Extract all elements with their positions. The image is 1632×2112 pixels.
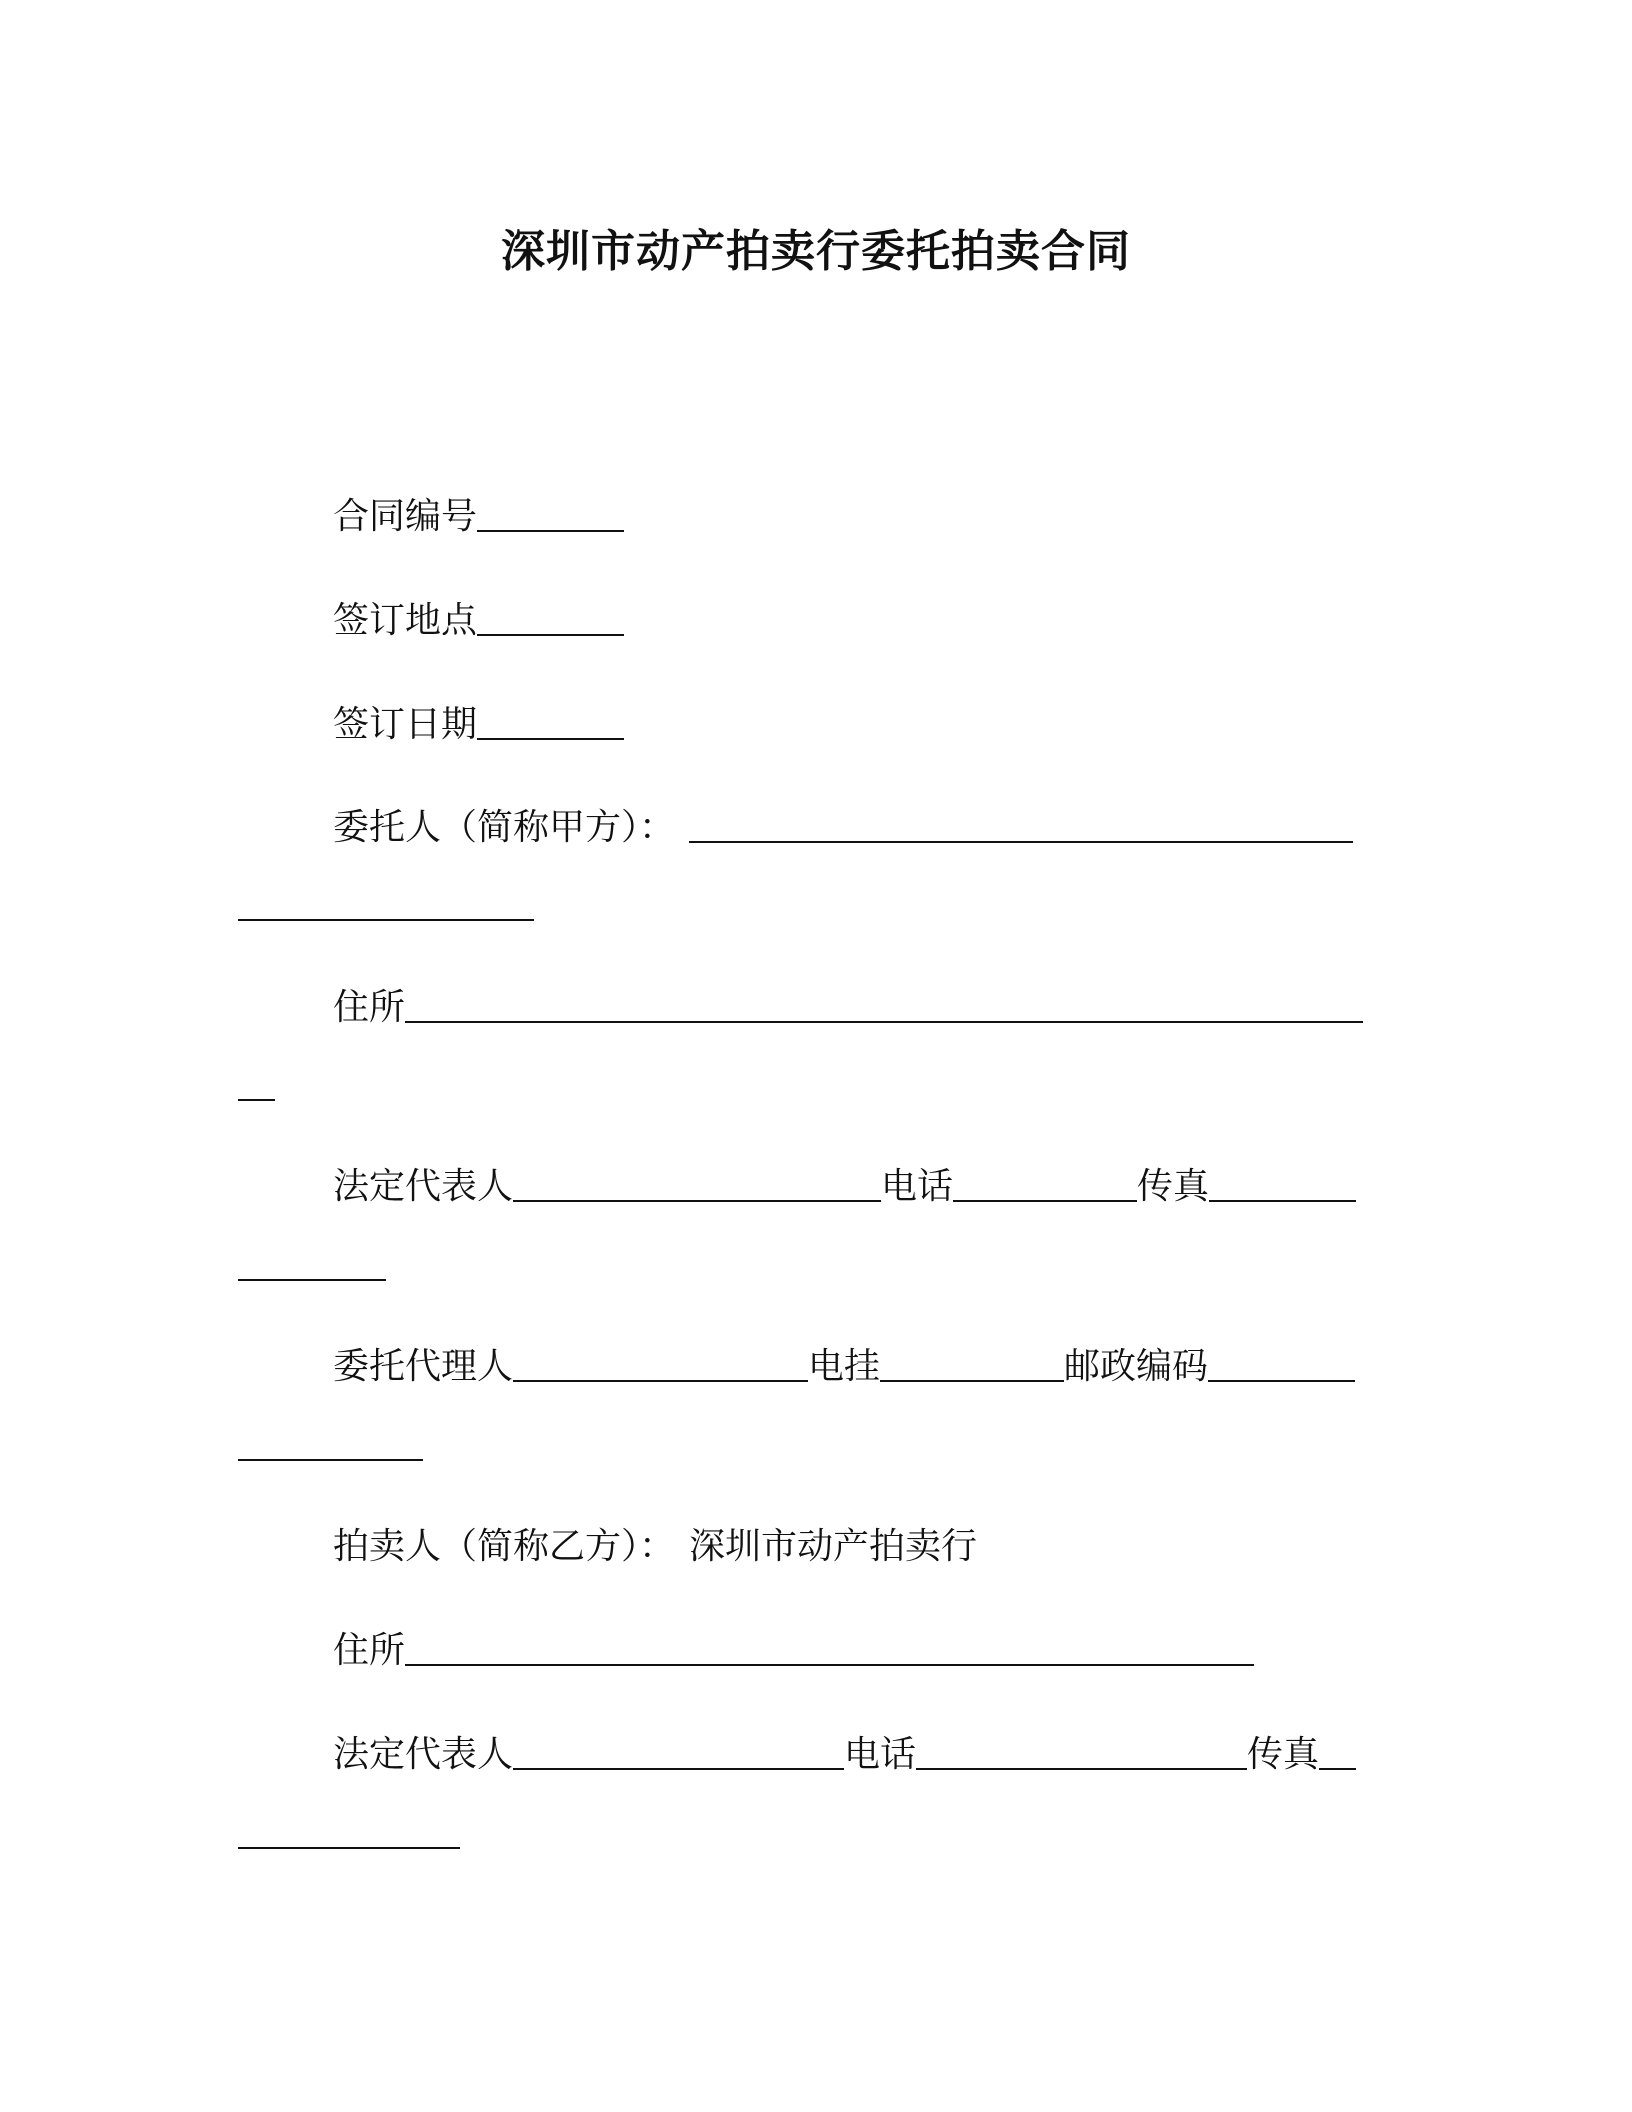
party-a-address-label: 住所 — [333, 987, 406, 1028]
document-title: 深圳市动产拍卖行委托拍卖合同 — [501, 226, 1131, 277]
contract-no-field[interactable] — [477, 530, 624, 532]
party-a-agent-row — [333, 1342, 1355, 1392]
party-a-row — [333, 803, 1353, 853]
party-a-phone-label: 电话 — [881, 1166, 954, 1207]
party-a-fax-field-continued[interactable] — [238, 1279, 386, 1281]
party-b-label: 拍卖人（简称乙方）： — [333, 1526, 676, 1567]
sign-place-label: 签订地点 — [333, 600, 478, 641]
party-a-phone-field[interactable] — [953, 1200, 1137, 1202]
party-b-legal-rep-row — [333, 1730, 1356, 1780]
sign-place-row — [333, 596, 624, 646]
sign-date-field[interactable] — [477, 738, 624, 740]
contract-no-row — [333, 492, 624, 542]
party-a-agent-label: 委托代理人 — [333, 1346, 514, 1387]
party-a-fax-label: 传真 — [1137, 1166, 1210, 1207]
party-a-address-field-continued[interactable] — [238, 1099, 275, 1101]
party-a-cable-field[interactable] — [880, 1380, 1064, 1382]
party-b-legal-rep-label: 法定代表人 — [333, 1734, 514, 1775]
party-a-agent-field[interactable] — [513, 1380, 808, 1382]
party-a-label: 委托人（简称甲方）： — [333, 807, 676, 848]
party-b-fax-field[interactable] — [1319, 1768, 1356, 1770]
party-b-phone-label: 电话 — [844, 1734, 917, 1775]
party-b-row — [333, 1522, 977, 1572]
party-a-legal-rep-label: 法定代表人 — [333, 1166, 514, 1207]
sign-date-row — [333, 700, 624, 750]
party-a-address-row — [333, 983, 1363, 1033]
party-a-postcode-field-continued[interactable] — [238, 1459, 423, 1461]
party-b-fax-field-continued[interactable] — [238, 1847, 460, 1849]
party-b-name: 深圳市动产拍卖行 — [689, 1526, 978, 1567]
party-a-legal-rep-field[interactable] — [513, 1200, 881, 1202]
party-a-postcode-label: 邮政编码 — [1064, 1346, 1209, 1387]
party-b-fax-label: 传真 — [1247, 1734, 1320, 1775]
party-a-legal-rep-row — [333, 1162, 1356, 1212]
party-a-name-field[interactable] — [689, 841, 1353, 843]
sign-date-label: 签订日期 — [333, 704, 478, 745]
party-b-phone-field[interactable] — [916, 1768, 1247, 1770]
party-a-fax-field[interactable] — [1209, 1200, 1356, 1202]
party-a-name-field-continued[interactable] — [238, 919, 534, 921]
party-b-address-label: 住所 — [333, 1630, 406, 1671]
party-b-address-row — [333, 1626, 1254, 1676]
party-b-legal-rep-field[interactable] — [513, 1768, 844, 1770]
sign-place-field[interactable] — [477, 634, 624, 636]
party-b-address-field[interactable] — [405, 1664, 1254, 1666]
contract-no-label: 合同编号 — [333, 496, 478, 537]
party-a-address-field[interactable] — [405, 1021, 1363, 1023]
party-a-postcode-field[interactable] — [1208, 1380, 1355, 1382]
party-a-cable-label: 电挂 — [808, 1346, 881, 1387]
